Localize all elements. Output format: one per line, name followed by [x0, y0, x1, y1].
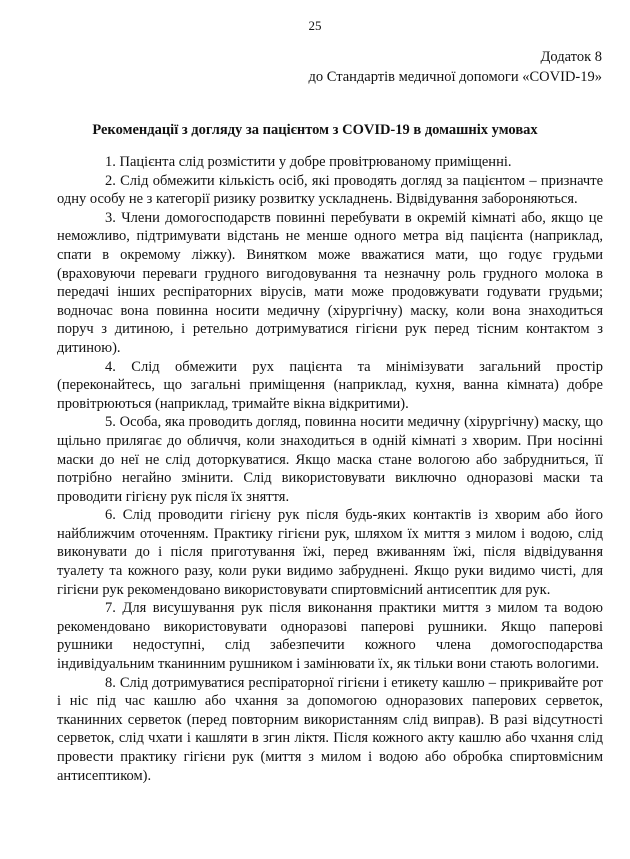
- annex-label: Додаток 8: [540, 49, 602, 65]
- document-title: Рекомендації з догляду за пацієнтом з COVID-19 в домашніх умовах: [92, 122, 538, 138]
- recommendation-paragraph: 5. Особа, яка проводить догляд, повинна носити медичну (хірургічну) маску, що щільно прилягає до обличчя, коли знаходиться в одній кімнаті з хворим. При носінні маски до неї не слід доторкуватися. Якщо маска стане вологою або забрудниться, її потрібно негайно змінити. Слід використовувати виключно одноразові маски та проводити гігієну рук після їх зняття.: [57, 414, 603, 505]
- recommendation-paragraph: 3. Члени домогосподарств повинні перебувати в окремій кімнаті або, якщо це неможливо, підтримувати відстань не менше одного метра від пацієнта (наприклад, спати в окремому ліжку). Винятком може вважатися мати, що годує грудьми (враховуючи переваги грудного вигодовування та незначну роль грудного молока в передачі інших респіраторних вірусів, мати може продовжувати годувати грудьми; водночас вона повинна носити медичну (хірургічну) маску, коли вона знаходиться поруч з дитиною, і ретельно дотримуватися гігієни рук перед тісним контактом з дитиною).: [57, 209, 603, 356]
- recommendation-paragraph: 8. Слід дотримуватися респіраторної гігієни і етикету кашлю – прикривайте рот і ніс під час кашлю або чхання за допомогою одноразових паперових серветок, тканинних серветок (перед повторним використанням слід виправ). В разі відсутності серветок, слід чхати і кашляти в згин ліктя. Після кожного акту кашлю або чхання слід провести практику гігієни рук (миття з милом і водою або обробка спиртовмісним антисептиком).: [57, 674, 603, 784]
- recommendation-paragraph: 6. Слід проводити гігієну рук після будь-яких контактів із хворим або його найближчим оточенням. Практику гігієни рук, шляхом їх миття з милом і водою, слід виконувати до і після приготування їжі, перед вживанням їжі, після відвідування туалету та кожного разу, коли руки видимо забруднені. Якщо руки видимо чисті, для гігієни рук рекомендовано використовувати спиртовмісний антисептик для рук.: [57, 507, 603, 598]
- annex-header: [308, 47, 602, 87]
- recommendations-list: [57, 153, 603, 785]
- recommendation-paragraph: 2. Слід обмежити кількість осіб, які проводять догляд за пацієнтом – призначте одну особу не з категорії ризику розвитку ускладнень. Відвідування забороняються.: [57, 172, 603, 208]
- recommendation-paragraph: 7. Для висушування рук після виконання практики миття з милом та водою рекомендовано використовувати одноразові паперові рушники. Якщо паперові рушники недоступні, слід забезпечити кожного члена домогосподарства індивідуальним тканинним рушником і замінювати їх, як тільки вони стають вологими.: [57, 600, 603, 673]
- recommendation-paragraph: 4. Слід обмежити рух пацієнта та мінімізувати загальний простір (переконайтесь, що загальні приміщення (наприклад, кухня, ванна кімната) добре провітрюються (наприклад, тримайте вікна відкритими).: [57, 358, 603, 412]
- recommendation-paragraph: 1. Пацієнта слід розмістити у добре провітрюваному приміщенні.: [105, 154, 512, 170]
- page-number: 25: [308, 18, 322, 33]
- annex-standard-reference: до Стандартів медичної допомоги «COVID-19»: [308, 69, 602, 85]
